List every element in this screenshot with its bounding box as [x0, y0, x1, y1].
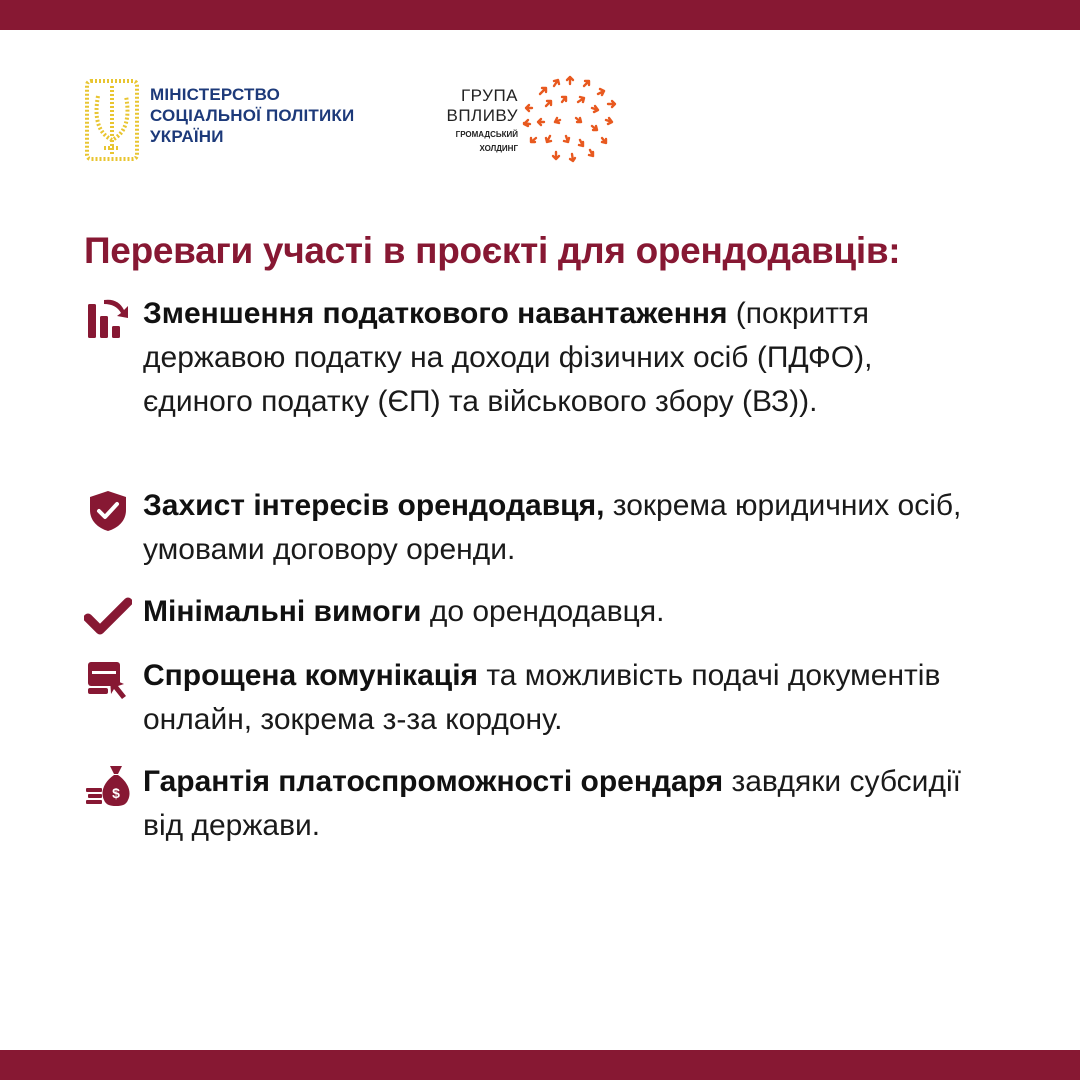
- benefit-text: [143, 484, 984, 572]
- benefit-item-communication: [84, 654, 984, 742]
- benefit-bold: Захист інтересів орендодавця,: [143, 489, 605, 522]
- chart-decrease-icon: [84, 296, 132, 340]
- benefit-text: [143, 760, 984, 848]
- trident-icon: [84, 78, 140, 162]
- shield-check-icon: [84, 488, 132, 532]
- benefit-rest: (покриття державою податку на доходи фізичних осіб (ПДФО), єдиного податку (ЄП) та військового збору (ВЗ)).: [143, 297, 873, 418]
- benefit-rest: завдяки субсидії від держави.: [143, 765, 961, 842]
- ministry-line-3: УКРАЇНИ: [150, 127, 224, 146]
- benefit-item-solvency: [84, 760, 984, 848]
- benefit-rest: до орендодавця.: [421, 595, 665, 628]
- group-sub-2: ХОЛДИНГ: [479, 144, 518, 153]
- group-sub-1: ГРОМАДСЬКИЙ: [455, 130, 518, 139]
- benefit-bold: Спрощена комунікація: [143, 659, 479, 692]
- checkmark-icon: [84, 594, 132, 638]
- benefit-rest: та можливість подачі документів онлайн, зокрема з-за кордону.: [143, 659, 941, 736]
- benefit-bold: Зменшення податкового навантаження: [143, 297, 728, 330]
- ministry-logo-text: [150, 84, 354, 147]
- svg-text:$: $: [112, 785, 120, 801]
- online-communication-icon: [84, 658, 132, 702]
- benefit-item-requirements: [84, 590, 984, 634]
- benefit-rest: зокрема юридичних осіб, умовами договору оренди.: [143, 489, 962, 566]
- ministry-line-2: СОЦІАЛЬНОЇ ПОЛІТИКИ: [150, 106, 355, 125]
- page-title: Переваги участі в проєкті для орендодавців:: [84, 230, 901, 271]
- top-border: [0, 0, 1080, 30]
- ministry-line-1: МІНІСТЕРСТВО: [150, 85, 281, 104]
- benefit-text: [143, 590, 984, 634]
- benefit-bold: Мінімальні вимоги: [143, 595, 422, 628]
- arrows-logo-icon: [522, 74, 622, 166]
- group-line-2: ВПЛИВУ: [446, 106, 518, 125]
- benefit-text: [143, 292, 984, 424]
- benefit-item-protection: [84, 484, 984, 572]
- group-line-1: ГРУПА: [460, 86, 518, 105]
- benefit-text: [143, 654, 984, 742]
- bottom-border: [0, 1050, 1080, 1080]
- group-logo-text: [444, 86, 518, 154]
- money-bag-icon: [84, 764, 132, 808]
- benefit-bold: Гарантія платоспроможності орендаря: [143, 765, 724, 798]
- benefit-item-tax-reduction: [84, 292, 984, 424]
